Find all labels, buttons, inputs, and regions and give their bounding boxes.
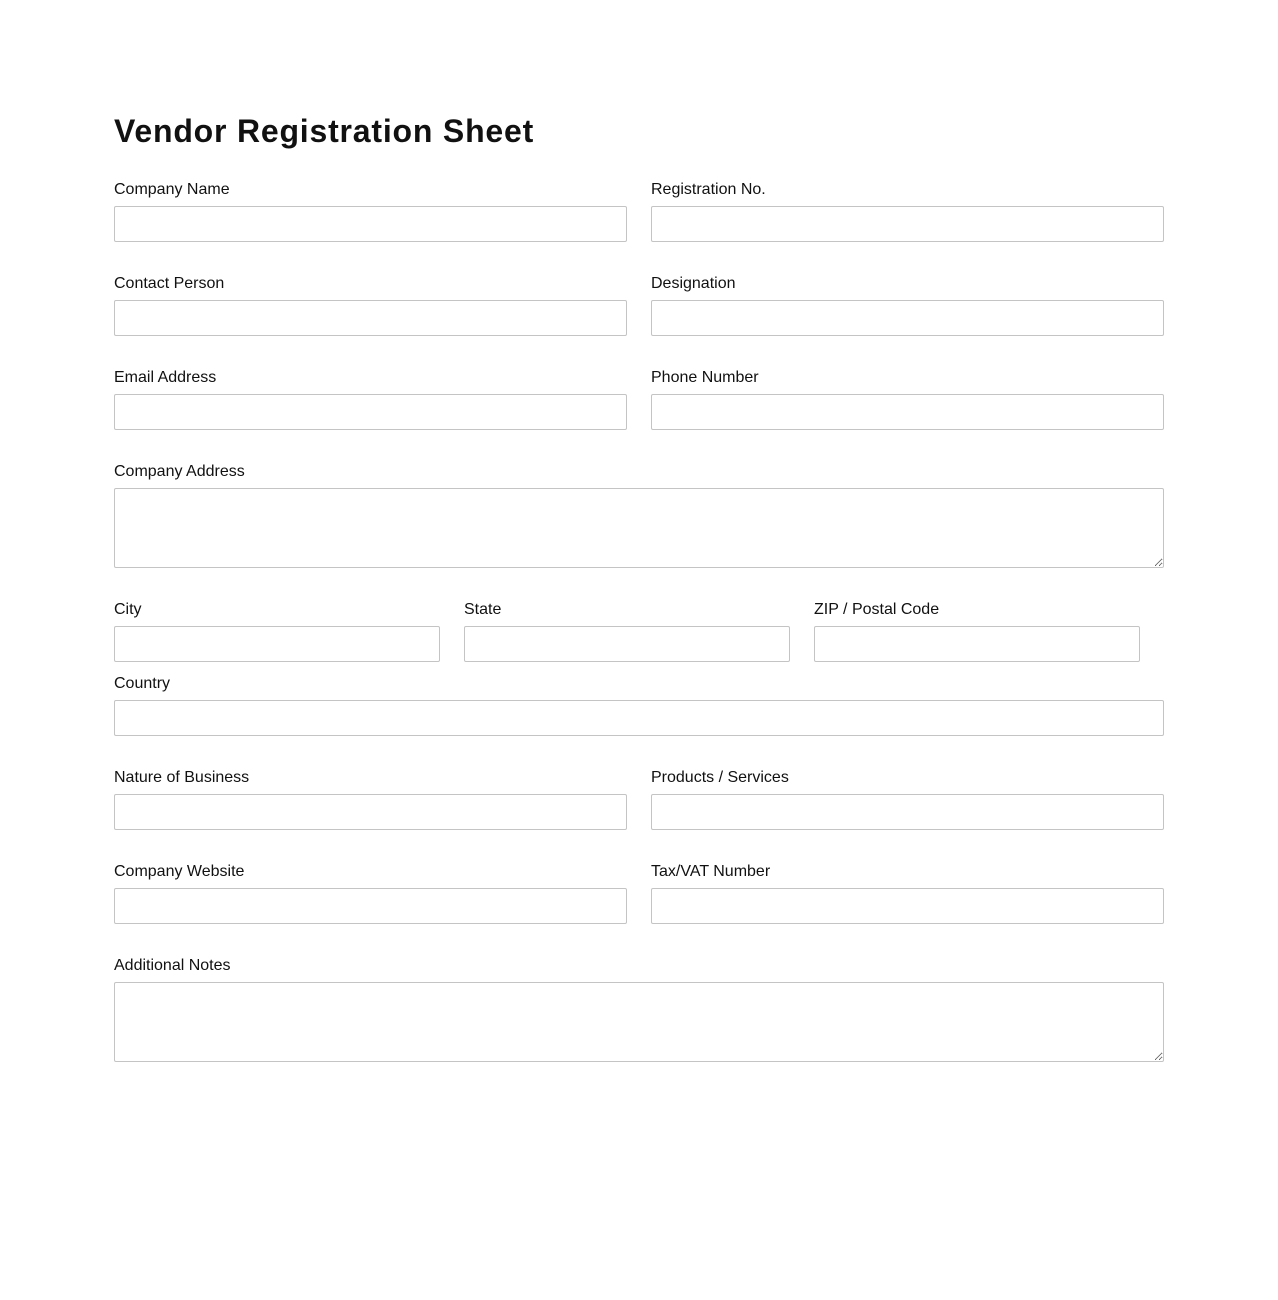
products-services-label: Products / Services [651, 769, 789, 786]
phone-number-label: Phone Number [651, 369, 759, 386]
country-group [114, 674, 1164, 736]
company-address-group [114, 462, 1164, 568]
nature-of-business-input[interactable] [114, 794, 627, 830]
additional-notes-label: Additional Notes [114, 957, 231, 974]
additional-notes-group [114, 956, 1164, 1062]
city-input[interactable] [114, 626, 440, 662]
registration-no-input[interactable] [651, 206, 1164, 242]
company-website-input[interactable] [114, 888, 627, 924]
company-website-label: Company Website [114, 863, 245, 880]
state-input[interactable] [464, 626, 790, 662]
state-group [464, 600, 790, 662]
nature-of-business-label: Nature of Business [114, 769, 250, 786]
state-label: State [464, 601, 502, 618]
zip-input[interactable] [814, 626, 1140, 662]
contact-person-group [114, 274, 627, 336]
contact-person-input[interactable] [114, 300, 627, 336]
products-services-input[interactable] [651, 794, 1164, 830]
zip-label: ZIP / Postal Code [814, 601, 940, 618]
city-label: City [114, 601, 142, 618]
designation-input[interactable] [651, 300, 1164, 336]
phone-number-group [651, 368, 1164, 430]
company-address-textarea[interactable] [114, 488, 1164, 568]
company-name-input[interactable] [114, 206, 627, 242]
email-address-label: Email Address [114, 369, 217, 386]
nature-of-business-group [114, 768, 627, 830]
country-label: Country [114, 675, 171, 692]
tax-vat-number-input[interactable] [651, 888, 1164, 924]
products-services-group [651, 768, 1164, 830]
contact-person-label: Contact Person [114, 275, 225, 292]
email-address-input[interactable] [114, 394, 627, 430]
registration-no-group [651, 180, 1164, 242]
email-address-group [114, 368, 627, 430]
additional-notes-textarea[interactable] [114, 982, 1164, 1062]
tax-vat-number-label: Tax/VAT Number [651, 863, 771, 880]
designation-label: Designation [651, 275, 736, 292]
zip-group [814, 600, 1140, 662]
city-group [114, 600, 440, 662]
tax-vat-number-group [651, 862, 1164, 924]
phone-number-input[interactable] [651, 394, 1164, 430]
registration-no-label: Registration No. [651, 181, 766, 198]
country-input[interactable] [114, 700, 1164, 736]
designation-group [651, 274, 1164, 336]
page-title: Vendor Registration Sheet [114, 113, 535, 149]
company-name-group [114, 180, 627, 242]
company-name-label: Company Name [114, 181, 230, 198]
company-address-label: Company Address [114, 463, 245, 480]
company-website-group [114, 862, 627, 924]
